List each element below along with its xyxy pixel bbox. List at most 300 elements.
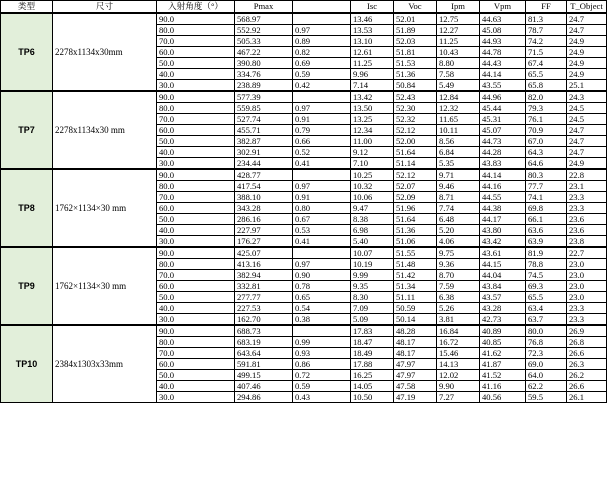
isc-cell: 7.14: [351, 80, 394, 92]
type-cell: TP7: [1, 91, 53, 169]
vpm-cell: 44.73: [480, 136, 526, 147]
ff-cell: 63.9: [526, 236, 567, 248]
size-cell: 2278x1134x30mm: [53, 13, 157, 91]
t-object-cell: 26.6: [567, 381, 607, 392]
t-object-cell: 23.0: [567, 270, 607, 281]
voc-cell: 51.11: [394, 292, 437, 303]
header-isc: Isc: [351, 1, 394, 14]
header-vpm: Vpm: [480, 1, 526, 14]
voc-cell: 47.58: [394, 381, 437, 392]
type-cell: TP9: [1, 247, 53, 325]
voc-cell: 48.17: [394, 348, 437, 359]
isc-cell: 14.05: [351, 381, 394, 392]
vpm-cell: 43.42: [480, 236, 526, 248]
pmax-cell: 428.77: [235, 169, 293, 181]
pmax-cell: 334.76: [235, 69, 293, 80]
isc-cell: 9.99: [351, 270, 394, 281]
angle-cell: 80.0: [157, 103, 235, 114]
ff-cell: 63.7: [526, 314, 567, 326]
vpm-cell: 41.52: [480, 370, 526, 381]
voc-cell: 52.07: [394, 181, 437, 192]
ratio-cell: 0.86: [293, 359, 351, 370]
ff-cell: 78.7: [526, 25, 567, 36]
ratio-cell: 0.59: [293, 381, 351, 392]
isc-cell: 17.88: [351, 359, 394, 370]
ipm-cell: 12.32: [437, 103, 480, 114]
isc-cell: 10.25: [351, 169, 394, 181]
t-object-cell: 24.9: [567, 58, 607, 69]
angle-cell: 60.0: [157, 203, 235, 214]
vpm-cell: 45.44: [480, 103, 526, 114]
pmax-cell: 302.91: [235, 147, 293, 158]
voc-cell: 51.42: [394, 270, 437, 281]
pmax-cell: 688.73: [235, 325, 293, 337]
pmax-cell: 390.80: [235, 58, 293, 69]
angle-cell: 60.0: [157, 281, 235, 292]
ratio-cell: 0.69: [293, 58, 351, 69]
isc-cell: 12.61: [351, 47, 394, 58]
vpm-cell: 44.96: [480, 91, 526, 103]
ratio-cell: 0.97: [293, 103, 351, 114]
pmax-cell: 238.89: [235, 80, 293, 92]
isc-cell: 5.40: [351, 236, 394, 248]
pmax-cell: 505.33: [235, 36, 293, 47]
angle-cell: 30.0: [157, 314, 235, 326]
ratio-cell: 0.52: [293, 147, 351, 158]
pmax-cell: 227.97: [235, 225, 293, 236]
angle-cell: 90.0: [157, 91, 235, 103]
table-row: [1, 91, 607, 103]
isc-cell: 10.06: [351, 192, 394, 203]
angle-cell: 40.0: [157, 381, 235, 392]
t-object-cell: 23.0: [567, 259, 607, 270]
ipm-cell: 5.26: [437, 303, 480, 314]
isc-cell: 13.25: [351, 114, 394, 125]
t-object-cell: 24.7: [567, 147, 607, 158]
ratio-cell: 0.67: [293, 214, 351, 225]
ff-cell: 77.7: [526, 181, 567, 192]
voc-cell: 51.34: [394, 281, 437, 292]
angle-cell: 80.0: [157, 259, 235, 270]
pmax-cell: 413.16: [235, 259, 293, 270]
pmax-cell: 643.64: [235, 348, 293, 359]
pmax-cell: 162.70: [235, 314, 293, 326]
isc-cell: 13.46: [351, 13, 394, 25]
t-object-cell: 23.8: [567, 236, 607, 248]
pmax-cell: 568.97: [235, 13, 293, 25]
ff-cell: 71.5: [526, 47, 567, 58]
table-row: [1, 247, 607, 259]
pmax-cell: 425.07: [235, 247, 293, 259]
ipm-cell: 7.74: [437, 203, 480, 214]
ratio-cell: [293, 325, 351, 337]
pmax-cell: 577.39: [235, 91, 293, 103]
t-object-cell: 23.0: [567, 292, 607, 303]
isc-cell: 12.34: [351, 125, 394, 136]
vpm-cell: 40.56: [480, 392, 526, 403]
ipm-cell: 16.72: [437, 337, 480, 348]
ipm-cell: 5.35: [437, 158, 480, 170]
pmax-cell: 559.85: [235, 103, 293, 114]
t-object-cell: 26.2: [567, 370, 607, 381]
vpm-cell: 44.63: [480, 13, 526, 25]
size-cell: 2278x1134x30 mm: [53, 91, 157, 169]
t-object-cell: 24.9: [567, 47, 607, 58]
voc-cell: 50.84: [394, 80, 437, 92]
t-object-cell: 24.9: [567, 158, 607, 170]
pmax-cell: 343.28: [235, 203, 293, 214]
voc-cell: 51.89: [394, 25, 437, 36]
pmax-cell: 455.71: [235, 125, 293, 136]
t-object-cell: 24.7: [567, 25, 607, 36]
type-cell: TP6: [1, 13, 53, 91]
ipm-cell: 10.11: [437, 125, 480, 136]
ipm-cell: 4.06: [437, 236, 480, 248]
angle-cell: 30.0: [157, 158, 235, 170]
vpm-cell: 40.89: [480, 325, 526, 337]
angle-cell: 90.0: [157, 169, 235, 181]
type-cell: TP10: [1, 325, 53, 403]
vpm-cell: 44.78: [480, 47, 526, 58]
t-object-cell: 24.5: [567, 114, 607, 125]
ipm-cell: 7.27: [437, 392, 480, 403]
t-object-cell: 22.7: [567, 247, 607, 259]
ratio-cell: 0.93: [293, 348, 351, 359]
t-object-cell: 24.9: [567, 69, 607, 80]
vpm-cell: 43.57: [480, 292, 526, 303]
pmax-cell: 382.94: [235, 270, 293, 281]
ff-cell: 66.1: [526, 214, 567, 225]
ratio-cell: 0.90: [293, 270, 351, 281]
ff-cell: 80.3: [526, 169, 567, 181]
pmax-cell: 417.54: [235, 181, 293, 192]
isc-cell: 7.09: [351, 303, 394, 314]
angle-cell: 50.0: [157, 214, 235, 225]
angle-cell: 40.0: [157, 69, 235, 80]
pmax-cell: 591.81: [235, 359, 293, 370]
ff-cell: 80.0: [526, 325, 567, 337]
ipm-cell: 12.84: [437, 91, 480, 103]
angle-cell: 50.0: [157, 136, 235, 147]
isc-cell: 9.47: [351, 203, 394, 214]
isc-cell: 18.47: [351, 337, 394, 348]
vpm-cell: 44.14: [480, 169, 526, 181]
ff-cell: 62.2: [526, 381, 567, 392]
ratio-cell: 0.97: [293, 259, 351, 270]
angle-cell: 40.0: [157, 303, 235, 314]
ff-cell: 78.8: [526, 259, 567, 270]
pmax-cell: 234.44: [235, 158, 293, 170]
ipm-cell: 12.27: [437, 25, 480, 36]
vpm-cell: 43.83: [480, 158, 526, 170]
isc-cell: 5.09: [351, 314, 394, 326]
voc-cell: 51.06: [394, 236, 437, 248]
ipm-cell: 5.49: [437, 80, 480, 92]
pmax-cell: 552.92: [235, 25, 293, 36]
angle-cell: 80.0: [157, 181, 235, 192]
ipm-cell: 11.65: [437, 114, 480, 125]
ff-cell: 70.9: [526, 125, 567, 136]
pmax-cell: 227.53: [235, 303, 293, 314]
ipm-cell: 7.58: [437, 69, 480, 80]
ff-cell: 65.5: [526, 69, 567, 80]
pmax-cell: 332.81: [235, 281, 293, 292]
pmax-cell: 286.16: [235, 214, 293, 225]
t-object-cell: 26.6: [567, 348, 607, 359]
header-ratio: [293, 1, 351, 14]
voc-cell: 47.19: [394, 392, 437, 403]
isc-cell: 11.25: [351, 58, 394, 69]
ff-cell: 65.8: [526, 80, 567, 92]
vpm-cell: 41.87: [480, 359, 526, 370]
size-cell: 1762×1134×30 mm: [53, 247, 157, 325]
isc-cell: 9.35: [351, 281, 394, 292]
table-row: [1, 13, 607, 25]
t-object-cell: 24.5: [567, 103, 607, 114]
ff-cell: 76.1: [526, 114, 567, 125]
vpm-cell: 43.61: [480, 247, 526, 259]
ratio-cell: 0.42: [293, 80, 351, 92]
angle-cell: 50.0: [157, 292, 235, 303]
ff-cell: 64.0: [526, 370, 567, 381]
pmax-cell: 499.15: [235, 370, 293, 381]
ipm-cell: 8.56: [437, 136, 480, 147]
angle-cell: 50.0: [157, 58, 235, 69]
voc-cell: 51.64: [394, 147, 437, 158]
isc-cell: 11.00: [351, 136, 394, 147]
t-object-cell: 24.3: [567, 91, 607, 103]
angle-cell: 60.0: [157, 359, 235, 370]
vpm-cell: 44.38: [480, 203, 526, 214]
ipm-cell: 7.59: [437, 281, 480, 292]
isc-cell: 13.42: [351, 91, 394, 103]
header-incident-angle: 入射角度（°）: [157, 1, 235, 14]
voc-cell: 52.01: [394, 13, 437, 25]
isc-cell: 8.38: [351, 214, 394, 225]
ratio-cell: 0.59: [293, 69, 351, 80]
isc-cell: 10.32: [351, 181, 394, 192]
ipm-cell: 8.80: [437, 58, 480, 69]
voc-cell: 52.03: [394, 36, 437, 47]
t-object-cell: 23.6: [567, 214, 607, 225]
vpm-cell: 44.15: [480, 259, 526, 270]
voc-cell: 48.28: [394, 325, 437, 337]
vpm-cell: 43.80: [480, 225, 526, 236]
header-voc: Voc: [394, 1, 437, 14]
isc-cell: 13.10: [351, 36, 394, 47]
voc-cell: 51.81: [394, 47, 437, 58]
ff-cell: 82.0: [526, 91, 567, 103]
ratio-cell: 0.79: [293, 125, 351, 136]
t-object-cell: 24.7: [567, 13, 607, 25]
angle-cell: 70.0: [157, 192, 235, 203]
voc-cell: 52.43: [394, 91, 437, 103]
angle-cell: 70.0: [157, 36, 235, 47]
ratio-cell: 0.99: [293, 337, 351, 348]
pmax-cell: 388.10: [235, 192, 293, 203]
ratio-cell: 0.38: [293, 314, 351, 326]
ff-cell: 76.8: [526, 337, 567, 348]
pmax-cell: 407.46: [235, 381, 293, 392]
ipm-cell: 5.20: [437, 225, 480, 236]
ff-cell: 69.8: [526, 203, 567, 214]
header-row: [1, 1, 607, 14]
voc-cell: 52.12: [394, 125, 437, 136]
vpm-cell: 41.16: [480, 381, 526, 392]
ratio-cell: 0.97: [293, 181, 351, 192]
vpm-cell: 44.28: [480, 147, 526, 158]
ratio-cell: 0.43: [293, 392, 351, 403]
ff-cell: 81.3: [526, 13, 567, 25]
ratio-cell: [293, 247, 351, 259]
angle-cell: 90.0: [157, 325, 235, 337]
ff-cell: 69.3: [526, 281, 567, 292]
isc-cell: 13.50: [351, 103, 394, 114]
angle-cell: 30.0: [157, 80, 235, 92]
ipm-cell: 11.25: [437, 36, 480, 47]
t-object-cell: 23.3: [567, 314, 607, 326]
voc-cell: 52.30: [394, 103, 437, 114]
ff-cell: 74.5: [526, 270, 567, 281]
ipm-cell: 15.46: [437, 348, 480, 359]
voc-cell: 51.96: [394, 203, 437, 214]
voc-cell: 52.00: [394, 136, 437, 147]
angle-cell: 70.0: [157, 270, 235, 281]
ipm-cell: 8.71: [437, 192, 480, 203]
t-object-cell: 26.8: [567, 337, 607, 348]
vpm-cell: 44.16: [480, 181, 526, 192]
t-object-cell: 23.3: [567, 192, 607, 203]
ff-cell: 74.1: [526, 192, 567, 203]
voc-cell: 52.09: [394, 192, 437, 203]
ff-cell: 67.4: [526, 58, 567, 69]
isc-cell: 10.19: [351, 259, 394, 270]
ratio-cell: 0.97: [293, 25, 351, 36]
angle-cell: 50.0: [157, 370, 235, 381]
header-ipm: Ipm: [437, 1, 480, 14]
ff-cell: 69.0: [526, 359, 567, 370]
voc-cell: 47.97: [394, 359, 437, 370]
ipm-cell: 12.02: [437, 370, 480, 381]
pmax-cell: 277.77: [235, 292, 293, 303]
pmax-cell: 683.19: [235, 337, 293, 348]
header-ff: FF: [526, 1, 567, 14]
ff-cell: 67.0: [526, 136, 567, 147]
vpm-cell: 43.28: [480, 303, 526, 314]
ipm-cell: 6.84: [437, 147, 480, 158]
pmax-cell: 467.22: [235, 47, 293, 58]
voc-cell: 50.59: [394, 303, 437, 314]
ipm-cell: 9.75: [437, 247, 480, 259]
ff-cell: 81.9: [526, 247, 567, 259]
ratio-cell: 0.89: [293, 36, 351, 47]
t-object-cell: 23.6: [567, 225, 607, 236]
angle-cell: 30.0: [157, 392, 235, 403]
angle-cell: 60.0: [157, 47, 235, 58]
table-row: [1, 325, 607, 337]
voc-cell: 51.36: [394, 225, 437, 236]
ratio-cell: 0.80: [293, 203, 351, 214]
angle-cell: 80.0: [157, 25, 235, 36]
t-object-cell: 24.7: [567, 125, 607, 136]
ipm-cell: 12.75: [437, 13, 480, 25]
isc-cell: 9.12: [351, 147, 394, 158]
ratio-cell: 0.65: [293, 292, 351, 303]
angle-cell: 70.0: [157, 348, 235, 359]
ff-cell: 79.3: [526, 103, 567, 114]
angle-cell: 30.0: [157, 236, 235, 248]
angle-cell: 90.0: [157, 247, 235, 259]
vpm-cell: 43.55: [480, 80, 526, 92]
ipm-cell: 14.13: [437, 359, 480, 370]
vpm-cell: 44.14: [480, 69, 526, 80]
angle-cell: 40.0: [157, 147, 235, 158]
voc-cell: 52.12: [394, 169, 437, 181]
ipm-cell: 3.81: [437, 314, 480, 326]
vpm-cell: 41.62: [480, 348, 526, 359]
vpm-cell: 40.85: [480, 337, 526, 348]
ratio-cell: 0.54: [293, 303, 351, 314]
t-object-cell: 22.8: [567, 169, 607, 181]
isc-cell: 17.83: [351, 325, 394, 337]
ff-cell: 64.3: [526, 147, 567, 158]
ratio-cell: 0.72: [293, 370, 351, 381]
pmax-cell: 382.87: [235, 136, 293, 147]
table-row: [1, 169, 607, 181]
ipm-cell: 10.43: [437, 47, 480, 58]
isc-cell: 7.10: [351, 158, 394, 170]
ratio-cell: 0.91: [293, 114, 351, 125]
ratio-cell: [293, 169, 351, 181]
ff-cell: 63.6: [526, 225, 567, 236]
size-cell: 1762×1134×30 mm: [53, 169, 157, 247]
header-type: 类型: [1, 1, 53, 14]
ratio-cell: 0.66: [293, 136, 351, 147]
ipm-cell: 9.71: [437, 169, 480, 181]
t-object-cell: 23.0: [567, 281, 607, 292]
t-object-cell: 23.3: [567, 303, 607, 314]
voc-cell: 52.32: [394, 114, 437, 125]
voc-cell: 51.14: [394, 158, 437, 170]
t-object-cell: 26.1: [567, 392, 607, 403]
angle-cell: 80.0: [157, 337, 235, 348]
t-object-cell: 25.1: [567, 80, 607, 92]
t-object-cell: 26.3: [567, 359, 607, 370]
ipm-cell: 9.90: [437, 381, 480, 392]
ratio-cell: [293, 13, 351, 25]
voc-cell: 50.14: [394, 314, 437, 326]
isc-cell: 16.25: [351, 370, 394, 381]
ratio-cell: 0.82: [293, 47, 351, 58]
ff-cell: 74.2: [526, 36, 567, 47]
voc-cell: 51.36: [394, 69, 437, 80]
ipm-cell: 9.46: [437, 181, 480, 192]
voc-cell: 47.97: [394, 370, 437, 381]
vpm-cell: 45.07: [480, 125, 526, 136]
t-object-cell: 23.3: [567, 203, 607, 214]
ipm-cell: 8.70: [437, 270, 480, 281]
isc-cell: 10.07: [351, 247, 394, 259]
isc-cell: 9.96: [351, 69, 394, 80]
ff-cell: 64.6: [526, 158, 567, 170]
isc-cell: 8.30: [351, 292, 394, 303]
table-body: [1, 13, 607, 403]
ipm-cell: 9.36: [437, 259, 480, 270]
header-t-object: T_Object: [567, 1, 607, 14]
ff-cell: 72.3: [526, 348, 567, 359]
ff-cell: 65.5: [526, 292, 567, 303]
vpm-cell: 44.17: [480, 214, 526, 225]
